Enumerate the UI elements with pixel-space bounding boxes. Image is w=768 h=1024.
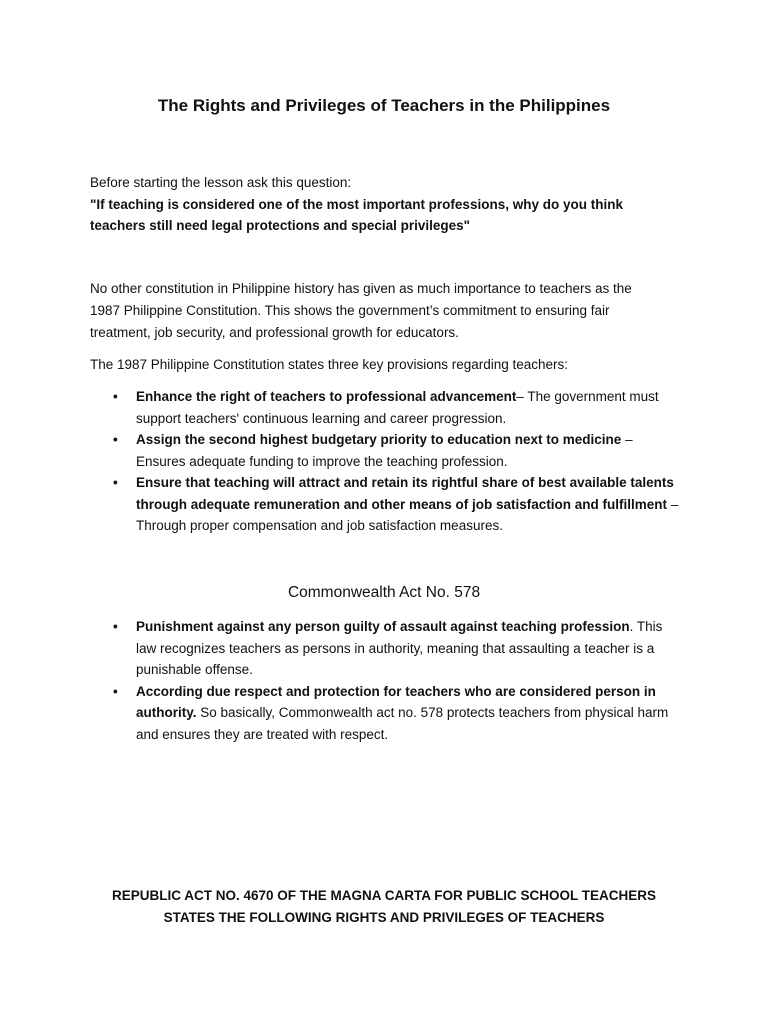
- list-item: [90, 386, 680, 429]
- point-title: Punishment against any person guilty of assault against teaching profession: [136, 619, 630, 634]
- provisions-intro: The 1987 Philippine Constitution states three key provisions regarding teachers:: [90, 357, 569, 372]
- bullet-icon: •: [113, 619, 118, 634]
- constitution-paragraph: No other constitution in Philippine history has given as much importance to teachers as the 1987 Philippine Constitution. This shows the government’s commitment to ensuring fair treatment, job security, and professional growth for educators.: [90, 281, 632, 340]
- intro-question: "If teaching is considered one of the most important professions, why do you think teachers still need legal protections and special privileges": [90, 196, 623, 233]
- provision-text: – The government must support teachers' continuous learning and career progression.: [136, 389, 659, 426]
- commonwealth-heading: Commonwealth Act No. 578: [287, 584, 481, 601]
- provision-text: – Through proper compensation and job satisfaction measures.: [136, 496, 679, 533]
- commonwealth-points-list: [90, 616, 680, 745]
- point-title: According due respect and protection for teachers who are considered person in authority.: [136, 683, 656, 720]
- provision-title: Assign the second highest budgetary priority to education next to medicine: [136, 432, 622, 447]
- document-title: The Rights and Privileges of Teachers in the Philippines: [157, 96, 611, 115]
- list-item: [90, 616, 680, 681]
- provision-title: Enhance the right of teachers to professional advancement: [136, 389, 517, 404]
- bullet-icon: •: [113, 432, 118, 447]
- bullet-icon: •: [113, 683, 118, 699]
- provision-title: Ensure that teaching will attract and retain its rightful share of best available talents through adequate remuneration and other means of job satisfaction and fulfillment: [136, 475, 674, 512]
- intro-block: [90, 172, 680, 237]
- provision-text: – Ensures adequate funding to improve the teaching profession.: [136, 432, 633, 469]
- list-item: [90, 681, 680, 746]
- constitution-provisions-list: [90, 386, 680, 537]
- point-text: So basically, Commonwealth act no. 578 protects teachers from physical harm and ensures they are treated with respect.: [136, 705, 669, 742]
- republic-act-heading: REPUBLIC ACT NO. 4670 OF THE MAGNA CARTA FOR PUBLIC SCHOOL TEACHERS STATES THE FOLLOWING RIGHTS AND PRIVILEGES OF TEACHERS: [111, 888, 657, 925]
- list-item: [90, 429, 680, 472]
- point-text: . This law recognizes teachers as persons in authority, meaning that assaulting a teacher is a punishable offense.: [136, 619, 663, 677]
- bullet-icon: •: [113, 475, 118, 490]
- bullet-icon: •: [113, 389, 118, 404]
- intro-lead: Before starting the lesson ask this question:: [90, 175, 352, 190]
- list-item: [90, 472, 680, 537]
